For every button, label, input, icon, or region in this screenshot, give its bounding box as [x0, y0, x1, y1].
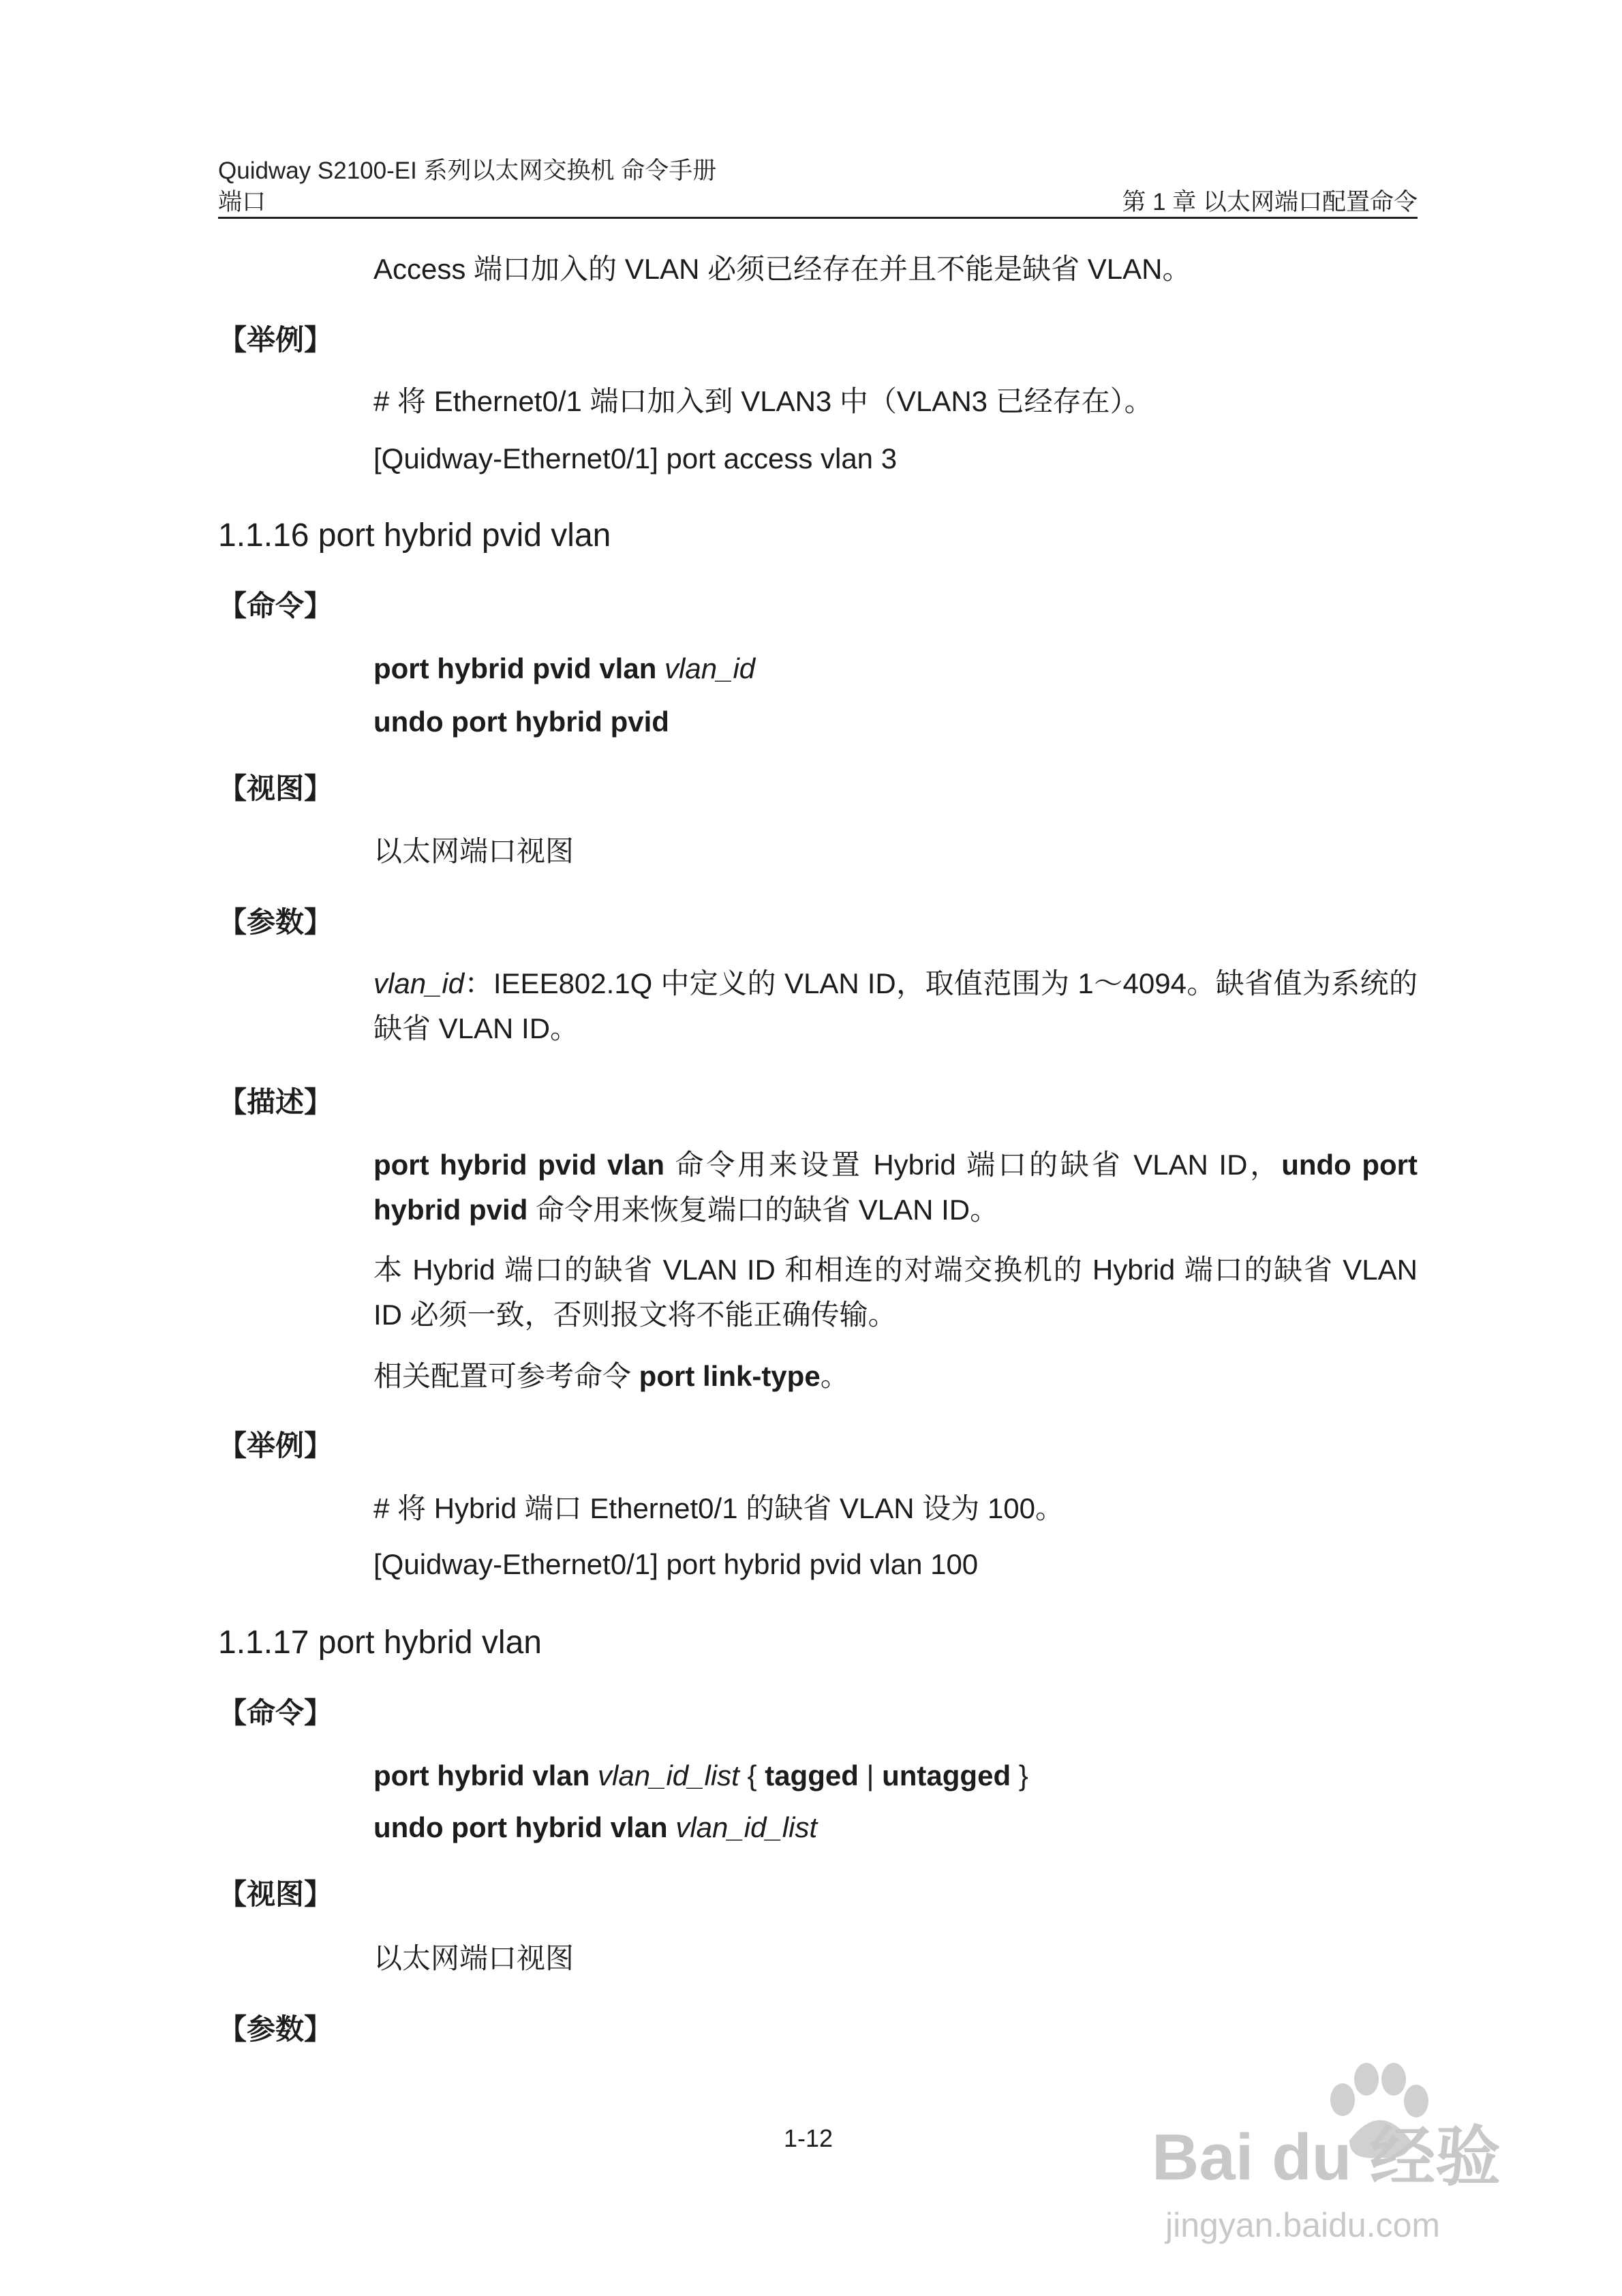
prev-example-label: 【举例】	[218, 324, 333, 356]
s16-desc3-text: 相关配置可参考命令	[373, 1360, 639, 1392]
s16-desc1-text2: 命令用来恢复端口的缺省 VLAN ID。	[527, 1194, 999, 1226]
s16-param-text: ：IEEE802.1Q 中定义的 VLAN ID，取值范围为 1～4094。缺省值为系统的缺省 VLAN ID。	[373, 967, 1418, 1044]
header-section: 端口	[218, 189, 266, 215]
watermark-url: jingyan.baidu.com	[1165, 2206, 1441, 2244]
s16-desc-2: 本 Hybrid 端口的缺省 VLAN ID 和相连的对端交换机的 Hybrid 端口的缺省 VLAN ID 必须一致，否则报文将不能正确传输。	[373, 1254, 1418, 1331]
page-number: 1-12	[784, 2124, 833, 2152]
s16-param-desc	[373, 961, 1418, 1051]
s16-cmd1-arg: vlan_id	[664, 652, 756, 684]
s17-cmd2-arg: vlan_id_list	[675, 1811, 818, 1843]
prev-note: Access 端口加入的 VLAN 必须已经存在并且不能是缺省 VLAN。	[373, 253, 1191, 285]
header-title: Quidway S2100-EI 系列以太网交换机 命令手册	[218, 157, 717, 184]
s17-cmd-label: 【命令】	[218, 1697, 333, 1729]
baidu-watermark	[1152, 2059, 1533, 2263]
s17-cmd1-untagged: untagged	[882, 1759, 1011, 1792]
s17-cmd2-keyword: undo port hybrid vlan	[373, 1811, 668, 1843]
s16-desc-label: 【描述】	[218, 1086, 333, 1118]
prev-example-cmd: [Quidway-Ethernet0/1] port access vlan 3	[373, 442, 898, 474]
s17-command-1	[373, 1757, 1028, 1794]
s16-desc3-end: 。	[820, 1360, 849, 1392]
s17-cmd1-pipe: |	[858, 1759, 883, 1792]
s16-command-1	[373, 650, 755, 687]
header-rule	[218, 217, 1418, 219]
s16-param-name: vlan_id	[373, 967, 465, 999]
s16-view-label: 【视图】	[218, 772, 333, 804]
s16-command-2	[373, 704, 669, 740]
s17-command-2	[373, 1809, 817, 1846]
s16-desc-1	[373, 1143, 1418, 1233]
s16-view: 以太网端口视图	[373, 835, 575, 867]
s17-cmd1-keyword: port hybrid vlan	[373, 1759, 590, 1792]
s16-desc1-text1: 命令用来设置 Hybrid 端口的缺省 VLAN ID，	[664, 1149, 1282, 1181]
s16-desc1-undo: undo port hybrid pvid	[373, 1149, 1418, 1226]
s16-cmd-label: 【命令】	[218, 590, 333, 622]
s17-param-label: 【参数】	[218, 2013, 333, 2045]
s16-desc-3	[373, 1358, 849, 1395]
s17-cmd1-brace-close: }	[1011, 1759, 1028, 1792]
s17-view-label: 【视图】	[218, 1878, 333, 1910]
s17-cmd1-tagged: tagged	[765, 1759, 859, 1792]
s16-example-label: 【举例】	[218, 1430, 333, 1462]
s17-view: 以太网端口视图	[373, 1942, 575, 1974]
s16-desc3-cmd: port link-type	[639, 1360, 821, 1392]
s16-cmd2-keyword: undo port hybrid pvid	[373, 706, 669, 738]
prev-example-desc: # 将 Ethernet0/1 端口加入到 VLAN3 中（VLAN3 已经存在）。	[373, 385, 1153, 417]
s16-example-desc: # 将 Hybrid 端口 Ethernet0/1 的缺省 VLAN 设为 100。	[373, 1492, 1065, 1524]
watermark-brand: Bai du 经验	[1152, 2121, 1501, 2194]
s16-desc1-cmd: port hybrid pvid vlan	[373, 1149, 664, 1181]
section-17-heading: 1.1.17 port hybrid vlan	[218, 1625, 542, 1661]
s16-example-cmd: [Quidway-Ethernet0/1] port hybrid pvid vlan 100	[373, 1548, 979, 1580]
s17-cmd1-arg: vlan_id_list	[598, 1759, 739, 1792]
s17-cmd1-brace-open: {	[739, 1759, 765, 1792]
header-chapter: 第 1 章 以太网端口配置命令	[1122, 189, 1418, 215]
section-16-heading: 1.1.16 port hybrid pvid vlan	[218, 517, 611, 554]
s16-cmd1-keyword: port hybrid pvid vlan	[373, 652, 657, 684]
s16-param-label: 【参数】	[218, 906, 333, 938]
